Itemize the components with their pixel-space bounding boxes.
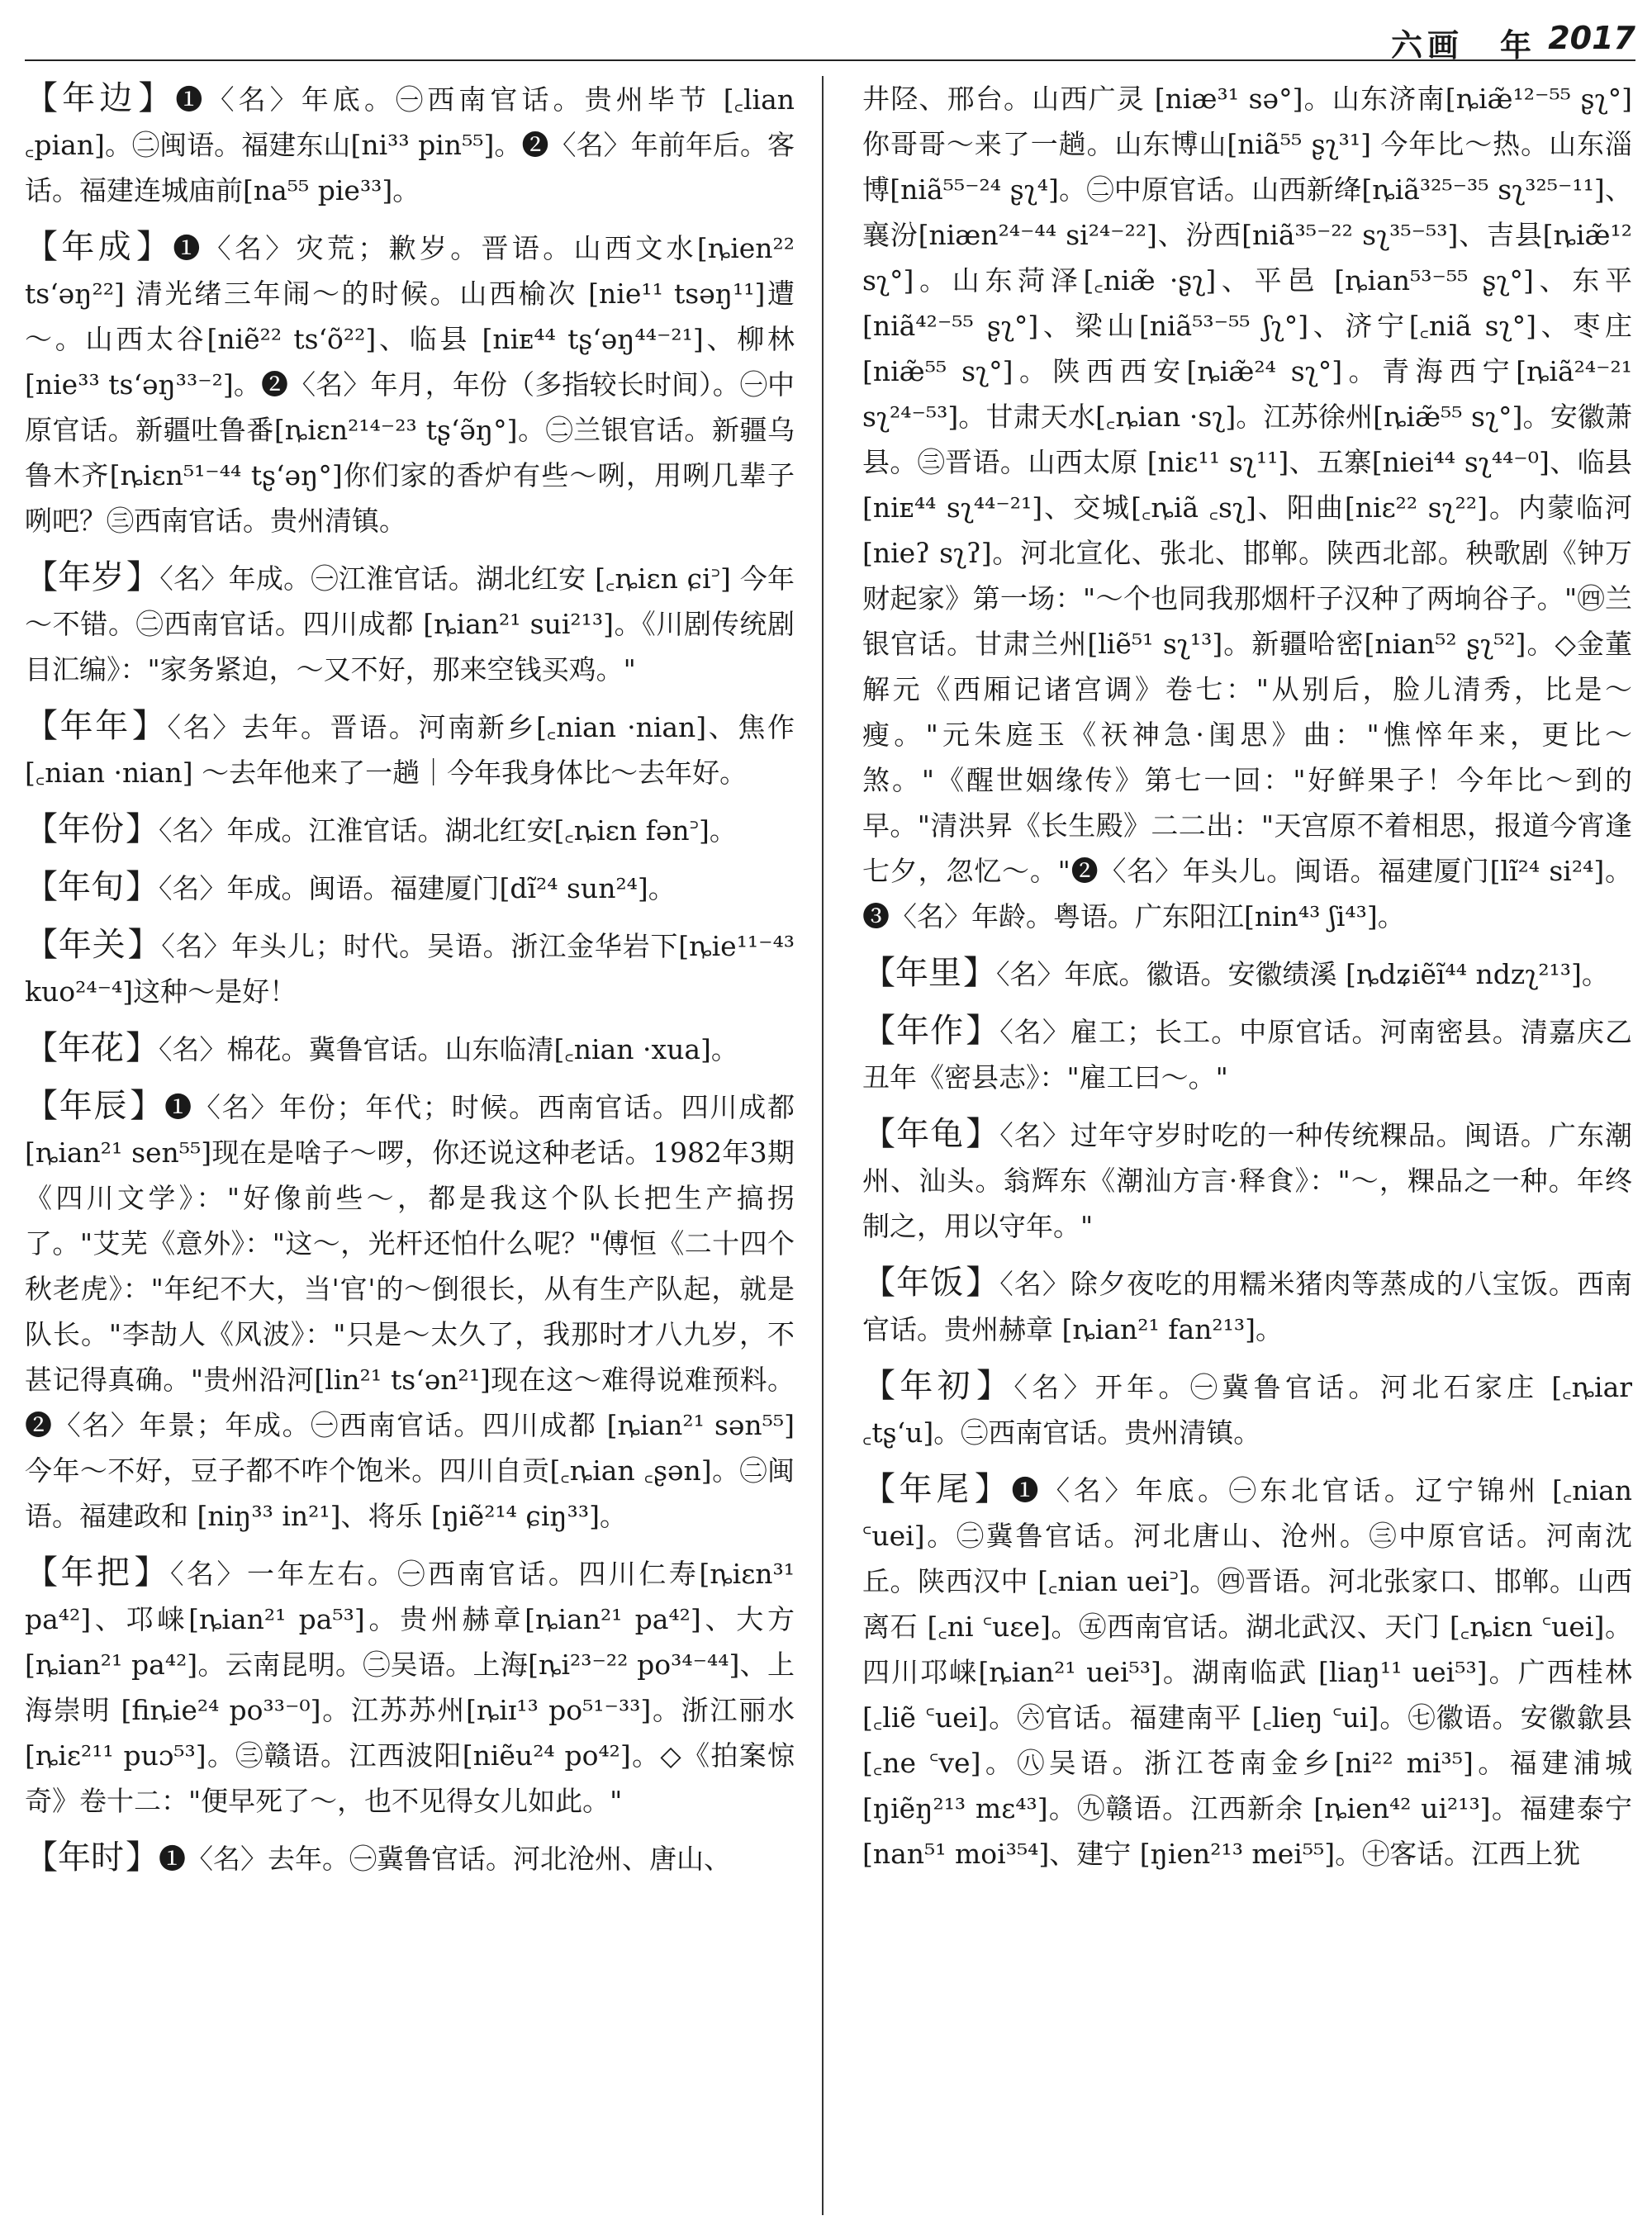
entry-body: 〈名〉除夕夜吃的用糯米猪肉等蒸成的八宝饭。西南官话。贵州赫章 [ȵian²¹ fan²¹³]。	[862, 1268, 1632, 1345]
headword: 年边	[62, 79, 137, 117]
entry-body: 〈名〉年底。徽语。安徽绩溪 [ȵdʑiẽĩ⁴⁴ ndzʅ²¹³]。	[996, 958, 1609, 990]
headword-bracket-open: 【	[862, 1470, 900, 1508]
headword-bracket-open: 【	[25, 1087, 59, 1125]
headword: 年里	[895, 954, 961, 992]
headword-bracket-open: 【	[862, 1264, 897, 1302]
headword-bracket-close: 】	[126, 1839, 159, 1877]
header-rule	[25, 59, 1635, 61]
entry-body: 〈名〉过年守岁时吃的一种传统粿品。闽语。广东潮州、汕头。翁辉东《潮汕方言·释食》："～，粿品之一种。年终制之，用以守年。"	[862, 1119, 1632, 1242]
entry-body: 〈名〉雇工；长工。中原官话。河南密县。清嘉庆乙丑年《密县志》："雇工曰～。"	[862, 1016, 1632, 1094]
headword: 年关	[58, 926, 126, 964]
headword-bracket-open: 【	[25, 558, 59, 596]
entry-body: 〈名〉去年。晋语。河南新乡[꜀nian ·nian]、焦作[꜀nian ·nian] ～去年他来了一趟｜今年我身体比～去年好。	[25, 711, 795, 789]
page-number: 2017	[1548, 20, 1635, 56]
headword-bracket-open: 【	[862, 1367, 900, 1405]
headword-bracket-close: 】	[966, 1115, 1000, 1153]
page-header	[0, 17, 1652, 66]
entry-body: 〈名〉年成。江淮官话。湖北红安[꜀ȵiɛn fən꜄]。	[159, 814, 737, 847]
entry-body: 〈名〉年成。㊀江淮官话。湖北红安 [꜀ȵiɛn ɕi꜄] 今年～不错。㊁西南官话。四川成都 [ȵian²¹ sui²¹³]。《川剧传统剧目汇编》："家务紧迫，～又不好，那来空钱买鸡。"	[25, 562, 795, 686]
headword-bracket-open: 【	[25, 1029, 58, 1067]
dictionary-entry	[25, 1550, 795, 1824]
headword-bracket-close: 】	[126, 810, 159, 848]
headword-bracket-close: 】	[966, 1012, 1000, 1050]
headword-bracket-close: 】	[966, 1264, 1000, 1302]
headword: 年时	[58, 1839, 124, 1877]
dictionary-entry	[862, 951, 1632, 997]
headword-bracket-open: 【	[25, 868, 58, 906]
entry-body: ❶〈名〉灾荒；歉岁。晋语。山西文水[ȵien²² tsʻəŋ²²] 清光绪三年闹～的时候。山西榆次 [nie¹¹ tsəŋ¹¹]遭～。山西太谷[niẽ²² tsʻõ²²]、临县 [niᴇ⁴⁴ tʂʻəŋ⁴⁴⁻²¹]、柳林[nie³³ tsʻəŋ³³⁻²]。❷〈名〉年月，年份（多指较长时间）。㊀中原官话。新疆吐鲁番[ȵiɛn²¹⁴⁻²³ tʂʻə̃ŋ°]。㊁兰银官话。新疆乌鲁木齐[ȵiɛn⁵¹⁻⁴⁴ tʂʻəŋ°]你们家的香炉有些～咧，用咧几辈子咧吧？㊂西南官话。贵州清镇。	[25, 232, 795, 537]
dictionary-entry	[25, 1835, 795, 1881]
dictionary-entry	[862, 76, 1632, 939]
entry-body: ❶〈名〉年底。㊀西南官话。贵州毕节 [꜀lian ꜀pian]。㊁闽语。福建东山[ni³³ pin⁵⁵]。❷〈名〉年前年后。客话。福建连城庙前[na⁵⁵ pie³³]。	[25, 83, 795, 206]
entry-body: 〈名〉年头儿；时代。吴语。浙江金华岩下[ȵie¹¹⁻⁴³ kuo²⁴⁻⁴]这种～是好！	[25, 930, 795, 1008]
headword: 年初	[900, 1367, 976, 1405]
headword: 年辰	[59, 1087, 129, 1125]
entry-body: 〈名〉年成。闽语。福建厦门[dĩ²⁴ sun²⁴]。	[159, 872, 676, 904]
headword-bracket-close: 】	[138, 79, 176, 117]
entry-body: 井陉、邢台。山西广灵 [niæ³¹ sə°]。山东济南[ȵiæ̃¹²⁻⁵⁵ ʂʅ°]你哥哥～来了一趟。山东博山[niã⁵⁵ ʂʅ³¹] 今年比～热。山东淄博[niã⁵⁵⁻²⁴ ʂʅ⁴]。㊁中原官话。山西新绛[ȵiã³²⁵⁻³⁵ sʅ³²⁵⁻¹¹]、襄汾[niæn²⁴⁻⁴⁴ si²⁴⁻²²]、汾西[niã³⁵⁻²² sʅ³⁵⁻⁵³]、吉县[ȵiæ̃¹² sʅ°]。山东菏泽[꜀niæ̃ ·ʂʅ]、平邑 [ȵian⁵³⁻⁵⁵ ʂʅ°]、东平[niã⁴²⁻⁵⁵ ʂʅ°]、梁山[niã⁵³⁻⁵⁵ ʃʅ°]、济宁[꜀niã sʅ°]、枣庄[niæ̃⁵⁵ sʅ°]。陕西西安[ȵiæ̃²⁴ sʅ°]。青海西宁[ȵiã²⁴⁻²¹ sʅ²⁴⁻⁵³]。甘肃天水[꜀ȵian ·sʅ]。江苏徐州[ȵiæ̃⁵⁵ sʅ°]。安徽萧县。㊂晋语。山西太原 [niɛ¹¹ sʅ¹¹]、五寨[niei⁴⁴ sʅ⁴⁴⁻⁰]、临县[niᴇ⁴⁴ sʅ⁴⁴⁻²¹]、交城[꜀ȵiã ꜀sʅ]、阳曲[niɛ²² sʅ²²]。内蒙临河[nieʔ sʅʔ]。河北宣化、张北、邯郸。陕西北部。秧歌剧《钟万财起家》第一场："～个也同我那烟杆子汉种了两垧谷子。"㊃兰银官话。甘肃兰州[liẽ⁵¹ sʅ¹³]。新疆哈密[nian⁵² ʂʅ⁵²]。◇金董解元《西厢记诸宫调》卷七："从别后，脸儿清秀，比是～瘦。"元朱庭玉《祆神急·闺思》曲："憔悴年来，更比～煞。"《醒世姻缘传》第七一回："好鲜果子！今年比～到的早。"清洪昇《长生殿》二二出："天宫原不着相思，报道今宵逢七夕，忽忆～。"❷〈名〉年头儿。闽语。福建厦门[lĩ²⁴ si²⁴]。❸〈名〉年龄。粤语。广东阳江[nin⁴³ ʃi⁴³]。	[862, 83, 1632, 932]
left-column	[25, 76, 795, 2215]
headword: 年旬	[58, 868, 124, 906]
section-label: 六画	[1390, 26, 1464, 64]
dictionary-entry	[25, 1084, 795, 1539]
headword: 年作	[896, 1012, 965, 1050]
headword: 年成	[61, 228, 135, 266]
headword-bracket-close: 】	[131, 707, 168, 745]
headword-bracket-close: 】	[974, 1470, 1012, 1508]
entry-body: ❶〈名〉年份；年代；时候。西南官话。四川成都[ȵian²¹ sen⁵⁵]现在是啥子～啰，你还说这种老话。1982年3期《四川文学》："好像前些～，都是我这个队长把生产搞拐了。"艾芜《意外》："这～，光杆还怕什么呢？"傅恒《二十四个秋老虎》："年纪不大，当'官'的～倒很长，从有生产队起，就是队长。"李劼人《风波》："只是～太久了，我那时才八九岁，不甚记得真确。"贵州沿河[lin²¹ tsʻən²¹]现在这～难得说难预料。❷〈名〉年景；年成。㊀西南官话。四川成都 [ȵian²¹ sən⁵⁵] 今年～不好，豆子都不咋个饱米。四川自贡[꜀ȵian ꜀ʂən]。㊁闽语。福建政和 [niŋ³³ in²¹]、将乐 [ŋiẽ²¹⁴ ɕiŋ³³]。	[25, 1091, 795, 1532]
dictionary-entry	[25, 1026, 795, 1072]
headword: 年岁	[58, 558, 125, 596]
headword: 年把	[60, 1554, 133, 1592]
dictionary-entry	[862, 1112, 1632, 1249]
headword-bracket-open: 【	[25, 707, 60, 745]
headword-bracket-close: 】	[135, 228, 173, 266]
headword: 年花	[58, 1029, 124, 1067]
headword-bracket-close: 】	[976, 1367, 1014, 1405]
entry-body: ❶〈名〉去年。㊀冀鲁官话。河北沧州、唐山、	[159, 1843, 731, 1875]
headword: 年尾	[899, 1470, 973, 1508]
entry-body: 〈名〉开年。㊀冀鲁官话。河北石家庄 [꜀ȵiar ꜀tʂʻu]。㊁西南官话。贵州清镇。	[862, 1371, 1632, 1449]
dictionary-entry	[862, 1260, 1632, 1352]
dictionary-entry	[25, 704, 795, 795]
dictionary-entry	[25, 555, 795, 692]
dictionary-entry	[862, 1364, 1632, 1455]
headword: 年龟	[896, 1115, 965, 1153]
column-divider	[822, 76, 824, 2215]
dictionary-entry	[25, 225, 795, 543]
entry-body: 〈名〉棉花。冀鲁官话。山东临清[꜀nian ·xua]。	[159, 1033, 738, 1065]
headword-bracket-open: 【	[25, 810, 58, 848]
headword-bracket-open: 【	[25, 926, 59, 964]
dictionary-entry	[25, 76, 795, 213]
headword-bracket-open: 【	[25, 1839, 58, 1877]
dictionary-entry	[25, 923, 795, 1014]
right-column	[862, 76, 1632, 2215]
headword-bracket-close: 】	[126, 1029, 159, 1067]
headword: 年饭	[896, 1264, 965, 1302]
headword-bracket-open: 【	[862, 1012, 897, 1050]
headword-bracket-close: 】	[126, 558, 160, 596]
dictionary-entry	[862, 1467, 1632, 1877]
dictionary-entry	[25, 865, 795, 911]
headword-bracket-close: 】	[127, 926, 162, 964]
headword-bracket-close: 】	[130, 1087, 165, 1125]
headword-bracket-close: 】	[126, 868, 159, 906]
headword: 年份	[58, 810, 124, 848]
entry-body: 〈名〉一年左右。㊀西南官话。四川仁寿[ȵiɛn³¹ pa⁴²]、邛崃[ȵian²¹ pa⁵³]。贵州赫章[ȵian²¹ pa⁴²]、大方[ȵian²¹ pa⁴²]。云南昆明。㊁吴语。上海[ȵi²³⁻²² po³⁴⁻⁴⁴]、上海崇明 [fiȵie²⁴ po³³⁻⁰]。江苏苏州[ȵiɪ¹³ po⁵¹⁻³³]。浙江丽水[ȵiɛ²¹¹ puɔ⁵³]。㊂赣语。江西波阳[niẽu²⁴ po⁴²]。◇《拍案惊奇》卷十二："便早死了～，也不见得女儿如此。"	[25, 1558, 795, 1817]
headword-bracket-close: 】	[134, 1554, 170, 1592]
headword: 年年	[59, 707, 131, 745]
headword-bracket-open: 【	[25, 1554, 61, 1592]
headword-bracket-open: 【	[25, 228, 62, 266]
headword-bracket-close: 】	[963, 954, 996, 992]
headword-bracket-open: 【	[862, 954, 895, 992]
head-char: 年	[1499, 26, 1536, 64]
entry-body: ❶〈名〉年底。㊀东北官话。辽宁锦州 [꜀nian ꜂uei]。㊁冀鲁官话。河北唐山、沧州。㊂中原官话。河南沈丘。陕西汉中 [꜀nian uei꜄]。㊃晋语。河北张家口、邯郸。山西离石 [꜀ni ꜂uɛe]。㊄西南官话。湖北武汉、天门 [꜀ȵiɛn ꜂uei]。四川邛崃[ȵian²¹ uei⁵³]。湖南临武 [liaŋ¹¹ uei⁵³]。广西桂林 [꜀liẽ ꜂uei]。㊅官话。福建南平 [꜀lieŋ ꜂ui]。㊆徽语。安徽歙县 [꜀ne ꜂ve]。㊇吴语。浙江苍南金乡[ni²² mi³⁵]。福建浦城[ŋiẽŋ²¹³ mɛ⁴³]。㊈赣语。江西新余 [ȵien⁴² ui²¹³]。福建泰宁 [nan⁵¹ moi³⁵⁴]、建宁 [ŋien²¹³ mei⁵⁵]。㊉客话。江西上犹	[862, 1474, 1632, 1870]
dictionary-entry	[25, 807, 795, 853]
headword-bracket-open: 【	[862, 1115, 897, 1153]
dictionary-entry	[862, 1008, 1632, 1100]
headword-bracket-open: 【	[25, 79, 63, 117]
running-head	[1391, 20, 1536, 65]
